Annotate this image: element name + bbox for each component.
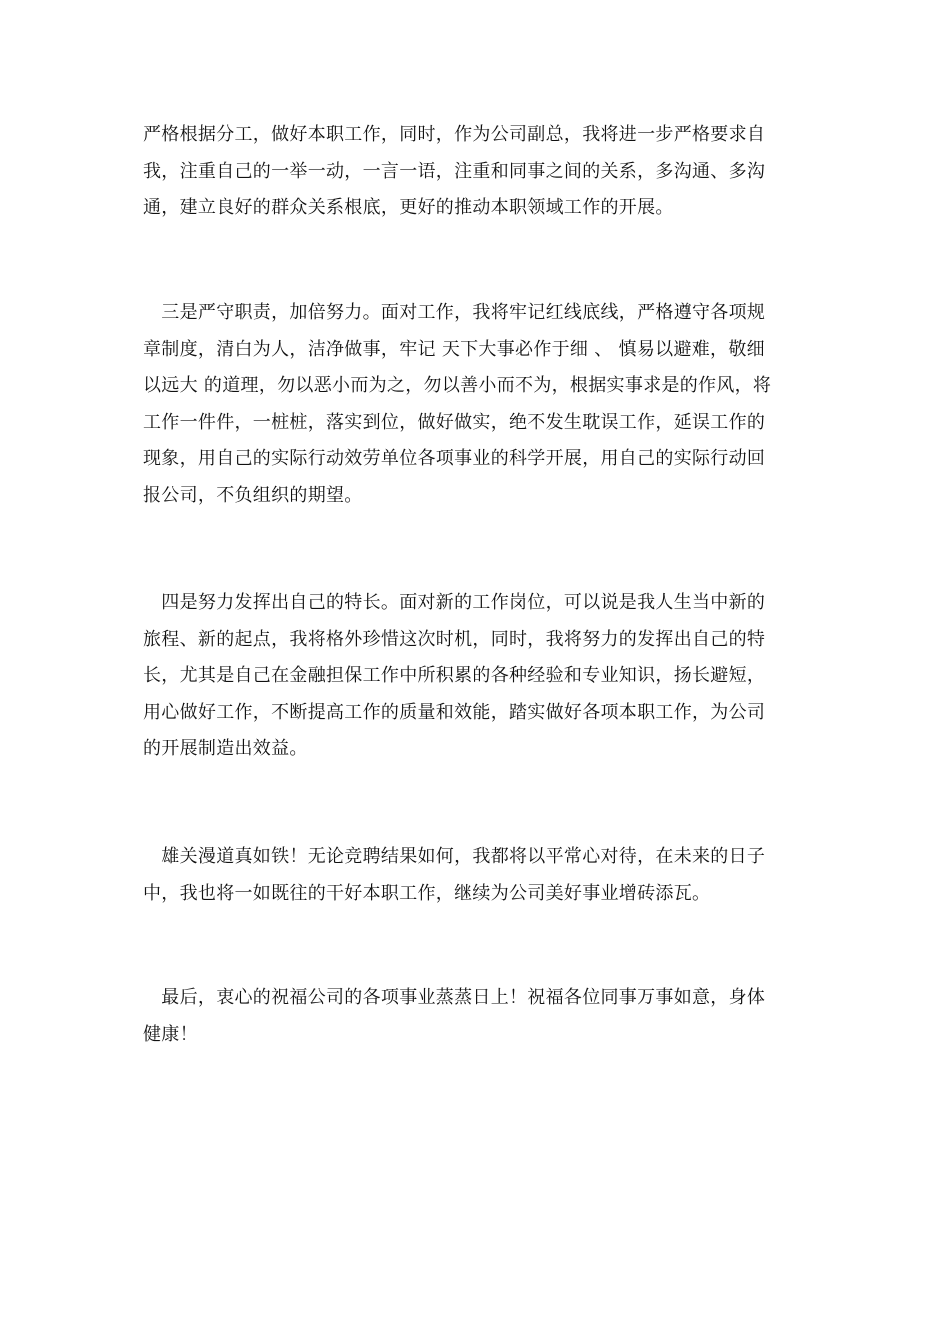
- text-line: 长，尤其是自己在金融担保工作中所积累的各种经验和专业知识，扬长避短，: [143, 665, 766, 686]
- text-line: 以远大 的道理，勿以恶小而为之，勿以善小而不为，根据实事求是的作风，将: [143, 375, 772, 396]
- text-line: 章制度，清白为人，洁净做事，牢记 天下大事必作于细 、 慎易以避难，敬细: [143, 338, 765, 360]
- paragraph-closing-wishes: [143, 980, 808, 1053]
- text-line: 的开展制造出效益。: [143, 738, 308, 759]
- paragraph-point-four: [143, 585, 808, 768]
- text-line: 最后，衷心的祝福公司的各项事业蒸蒸日上！祝福各位同事万事如意，身体: [143, 987, 766, 1008]
- text-line: 四是努力发挥出自己的特长。面对新的工作岗位，可以说是我人生当中新的: [143, 592, 766, 613]
- text-line: 工作一件件，一桩桩，落实到位，做好做实，绝不发生耽误工作，延误工作的: [143, 411, 766, 433]
- text-line: 中，我也将一如既往的干好本职工作，继续为公司美好事业增砖添瓦。: [143, 882, 711, 904]
- paragraph-duties-intro: [143, 117, 808, 227]
- text-line: 三是严守职责，加倍努力。面对工作，我将牢记红线底线，严格遵守各项规: [143, 302, 766, 323]
- text-line: 用心做好工作，不断提高工作的质量和效能，踏实做好各项本职工作，为公司: [143, 701, 766, 723]
- text-line: 我，注重自己的一举一动，一言一语，注重和同事之间的关系，多沟通、多沟: [143, 160, 766, 182]
- text-line: 现象，用自己的实际行动效劳单位各项事业的科学开展，用自己的实际行动回: [143, 448, 766, 469]
- text-line: 通，建立良好的群众关系根底，更好的推动本职领域工作的开展。: [143, 197, 674, 218]
- text-line: 雄关漫道真如铁！无论竞聘结果如何，我都将以平常心对待，在未来的日子: [143, 846, 766, 867]
- paragraph-resolve: [143, 839, 808, 912]
- text-line: 旅程、新的起点，我将格外珍惜这次时机，同时，我将努力的发挥出自己的特: [143, 628, 766, 650]
- text-line: 健康！: [143, 1023, 198, 1045]
- paragraph-point-three: [143, 295, 808, 514]
- text-line: 报公司，不负组织的期望。: [143, 484, 363, 506]
- text-line: 严格根据分工，做好本职工作，同时，作为公司副总，我将进一步严格要求自: [143, 124, 766, 145]
